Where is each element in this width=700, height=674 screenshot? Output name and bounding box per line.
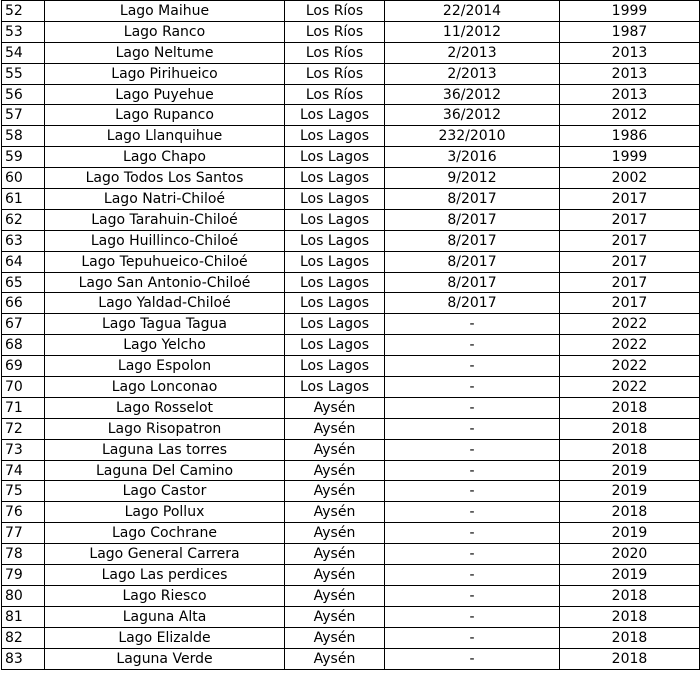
table-row: [2, 523, 700, 544]
row-number-cell: 75: [2, 481, 45, 502]
region-cell: Los Lagos: [285, 293, 385, 314]
lake-name-cell: Lago Lonconao: [45, 377, 285, 398]
year-cell: 2022: [560, 335, 700, 356]
year-cell: 1999: [560, 1, 700, 22]
row-number-cell: 53: [2, 21, 45, 42]
table-row: [2, 585, 700, 606]
row-number-cell: 66: [2, 293, 45, 314]
row-number-cell: 78: [2, 544, 45, 565]
table-row: [2, 272, 700, 293]
year-cell: 2019: [560, 565, 700, 586]
year-cell: 2020: [560, 544, 700, 565]
table-row: [2, 397, 700, 418]
decree-cell: 11/2012: [385, 21, 560, 42]
table-row: [2, 356, 700, 377]
row-number-cell: 70: [2, 377, 45, 398]
year-cell: 2018: [560, 502, 700, 523]
region-cell: Aysén: [285, 606, 385, 627]
decree-cell: -: [385, 460, 560, 481]
row-number-cell: 59: [2, 147, 45, 168]
decree-cell: -: [385, 397, 560, 418]
region-cell: Aysén: [285, 565, 385, 586]
region-cell: Aysén: [285, 439, 385, 460]
row-number-cell: 81: [2, 606, 45, 627]
decree-cell: 8/2017: [385, 189, 560, 210]
year-cell: 2002: [560, 168, 700, 189]
lake-name-cell: Lago Yelcho: [45, 335, 285, 356]
lake-name-cell: Lago Maihue: [45, 1, 285, 22]
decree-cell: -: [385, 544, 560, 565]
lake-name-cell: Lago Espolon: [45, 356, 285, 377]
region-cell: Aysén: [285, 627, 385, 648]
region-cell: Los Lagos: [285, 189, 385, 210]
year-cell: 2018: [560, 627, 700, 648]
table-row: [2, 460, 700, 481]
region-cell: Los Lagos: [285, 209, 385, 230]
table-row: [2, 1, 700, 22]
lake-name-cell: Lago Yaldad-Chiloé: [45, 293, 285, 314]
lake-name-cell: Lago Riesco: [45, 585, 285, 606]
decree-cell: 8/2017: [385, 293, 560, 314]
row-number-cell: 77: [2, 523, 45, 544]
table-row: [2, 481, 700, 502]
decree-cell: 8/2017: [385, 230, 560, 251]
table-row: [2, 377, 700, 398]
region-cell: Aysén: [285, 418, 385, 439]
decree-cell: -: [385, 502, 560, 523]
lake-name-cell: Lago Las perdices: [45, 565, 285, 586]
lake-name-cell: Lago San Antonio-Chiloé: [45, 272, 285, 293]
region-cell: Los Lagos: [285, 377, 385, 398]
table-row: [2, 251, 700, 272]
lake-name-cell: Lago Pirihueico: [45, 63, 285, 84]
lake-name-cell: Lago Natri-Chiloé: [45, 189, 285, 210]
row-number-cell: 82: [2, 627, 45, 648]
region-cell: Los Lagos: [285, 147, 385, 168]
lake-name-cell: Lago Ranco: [45, 21, 285, 42]
decree-cell: -: [385, 565, 560, 586]
year-cell: 2022: [560, 356, 700, 377]
lake-name-cell: Lago Cochrane: [45, 523, 285, 544]
table-row: [2, 418, 700, 439]
row-number-cell: 73: [2, 439, 45, 460]
year-cell: 2017: [560, 293, 700, 314]
year-cell: 2013: [560, 63, 700, 84]
year-cell: 2022: [560, 377, 700, 398]
lakes-table: [1, 0, 700, 670]
decree-cell: -: [385, 356, 560, 377]
row-number-cell: 52: [2, 1, 45, 22]
lake-name-cell: Lago Llanquihue: [45, 126, 285, 147]
region-cell: Los Lagos: [285, 356, 385, 377]
table-row: [2, 42, 700, 63]
decree-cell: -: [385, 648, 560, 669]
table-row: [2, 293, 700, 314]
region-cell: Aysén: [285, 544, 385, 565]
decree-cell: 3/2016: [385, 147, 560, 168]
row-number-cell: 61: [2, 189, 45, 210]
row-number-cell: 72: [2, 418, 45, 439]
lake-name-cell: Lago Huillinco-Chiloé: [45, 230, 285, 251]
region-cell: Los Ríos: [285, 1, 385, 22]
row-number-cell: 65: [2, 272, 45, 293]
table-row: [2, 314, 700, 335]
row-number-cell: 79: [2, 565, 45, 586]
region-cell: Aysén: [285, 460, 385, 481]
year-cell: 2019: [560, 481, 700, 502]
lake-name-cell: Lago Neltume: [45, 42, 285, 63]
region-cell: Aysén: [285, 502, 385, 523]
region-cell: Los Lagos: [285, 335, 385, 356]
table-row: [2, 126, 700, 147]
table-row: [2, 209, 700, 230]
row-number-cell: 54: [2, 42, 45, 63]
row-number-cell: 76: [2, 502, 45, 523]
decree-cell: -: [385, 627, 560, 648]
lake-name-cell: Lago Rosselot: [45, 397, 285, 418]
lake-name-cell: Lago Castor: [45, 481, 285, 502]
decree-cell: -: [385, 523, 560, 544]
region-cell: Los Lagos: [285, 105, 385, 126]
region-cell: Los Lagos: [285, 251, 385, 272]
decree-cell: -: [385, 606, 560, 627]
region-cell: Los Lagos: [285, 230, 385, 251]
year-cell: 2017: [560, 251, 700, 272]
decree-cell: 22/2014: [385, 1, 560, 22]
decree-cell: 9/2012: [385, 168, 560, 189]
row-number-cell: 60: [2, 168, 45, 189]
decree-cell: -: [385, 481, 560, 502]
region-cell: Los Ríos: [285, 84, 385, 105]
year-cell: 2018: [560, 606, 700, 627]
table-row: [2, 21, 700, 42]
table-row: [2, 606, 700, 627]
table-row: [2, 565, 700, 586]
table-row: [2, 648, 700, 669]
table-row: [2, 335, 700, 356]
decree-cell: 232/2010: [385, 126, 560, 147]
row-number-cell: 69: [2, 356, 45, 377]
year-cell: 1986: [560, 126, 700, 147]
region-cell: Aysén: [285, 523, 385, 544]
table-row: [2, 168, 700, 189]
year-cell: 2019: [560, 460, 700, 481]
decree-cell: 2/2013: [385, 63, 560, 84]
table-row: [2, 439, 700, 460]
lake-name-cell: Lago Risopatron: [45, 418, 285, 439]
table-row: [2, 84, 700, 105]
table-row: [2, 189, 700, 210]
row-number-cell: 74: [2, 460, 45, 481]
region-cell: Aysén: [285, 481, 385, 502]
row-number-cell: 57: [2, 105, 45, 126]
year-cell: 2022: [560, 314, 700, 335]
lake-name-cell: Laguna Alta: [45, 606, 285, 627]
lake-name-cell: Lago Chapo: [45, 147, 285, 168]
decree-cell: -: [385, 439, 560, 460]
year-cell: 2019: [560, 523, 700, 544]
decree-cell: 8/2017: [385, 251, 560, 272]
row-number-cell: 64: [2, 251, 45, 272]
region-cell: Los Lagos: [285, 272, 385, 293]
row-number-cell: 80: [2, 585, 45, 606]
year-cell: 2017: [560, 209, 700, 230]
region-cell: Los Ríos: [285, 63, 385, 84]
row-number-cell: 58: [2, 126, 45, 147]
decree-cell: 8/2017: [385, 272, 560, 293]
year-cell: 2017: [560, 189, 700, 210]
region-cell: Los Lagos: [285, 314, 385, 335]
region-cell: Los Ríos: [285, 21, 385, 42]
table-row: [2, 230, 700, 251]
year-cell: 2018: [560, 439, 700, 460]
table-body: [2, 1, 700, 670]
table-row: [2, 63, 700, 84]
region-cell: Los Lagos: [285, 168, 385, 189]
region-cell: Aysén: [285, 648, 385, 669]
lake-name-cell: Lago Tarahuin-Chiloé: [45, 209, 285, 230]
year-cell: 2018: [560, 648, 700, 669]
decree-cell: -: [385, 377, 560, 398]
table-row: [2, 627, 700, 648]
region-cell: Aysén: [285, 585, 385, 606]
row-number-cell: 68: [2, 335, 45, 356]
table-row: [2, 147, 700, 168]
year-cell: 1999: [560, 147, 700, 168]
region-cell: Los Ríos: [285, 42, 385, 63]
lake-name-cell: Lago Todos Los Santos: [45, 168, 285, 189]
lake-name-cell: Lago Elizalde: [45, 627, 285, 648]
year-cell: 1987: [560, 21, 700, 42]
decree-cell: -: [385, 418, 560, 439]
lake-name-cell: Lago Pollux: [45, 502, 285, 523]
row-number-cell: 63: [2, 230, 45, 251]
year-cell: 2017: [560, 230, 700, 251]
region-cell: Aysén: [285, 397, 385, 418]
lake-name-cell: Laguna Del Camino: [45, 460, 285, 481]
decree-cell: -: [385, 314, 560, 335]
year-cell: 2018: [560, 397, 700, 418]
decree-cell: 8/2017: [385, 209, 560, 230]
row-number-cell: 71: [2, 397, 45, 418]
decree-cell: 2/2013: [385, 42, 560, 63]
year-cell: 2013: [560, 84, 700, 105]
lake-name-cell: Laguna Las torres: [45, 439, 285, 460]
lake-name-cell: Lago General Carrera: [45, 544, 285, 565]
year-cell: 2017: [560, 272, 700, 293]
row-number-cell: 55: [2, 63, 45, 84]
year-cell: 2013: [560, 42, 700, 63]
decree-cell: -: [385, 335, 560, 356]
decree-cell: 36/2012: [385, 84, 560, 105]
row-number-cell: 62: [2, 209, 45, 230]
lake-name-cell: Laguna Verde: [45, 648, 285, 669]
year-cell: 2018: [560, 585, 700, 606]
table-row: [2, 502, 700, 523]
table-row: [2, 105, 700, 126]
region-cell: Los Lagos: [285, 126, 385, 147]
year-cell: 2012: [560, 105, 700, 126]
row-number-cell: 56: [2, 84, 45, 105]
row-number-cell: 67: [2, 314, 45, 335]
year-cell: 2018: [560, 418, 700, 439]
decree-cell: -: [385, 585, 560, 606]
table-row: [2, 544, 700, 565]
decree-cell: 36/2012: [385, 105, 560, 126]
lake-name-cell: Lago Tepuhueico-Chiloé: [45, 251, 285, 272]
row-number-cell: 83: [2, 648, 45, 669]
lake-name-cell: Lago Rupanco: [45, 105, 285, 126]
lake-name-cell: Lago Tagua Tagua: [45, 314, 285, 335]
lake-name-cell: Lago Puyehue: [45, 84, 285, 105]
